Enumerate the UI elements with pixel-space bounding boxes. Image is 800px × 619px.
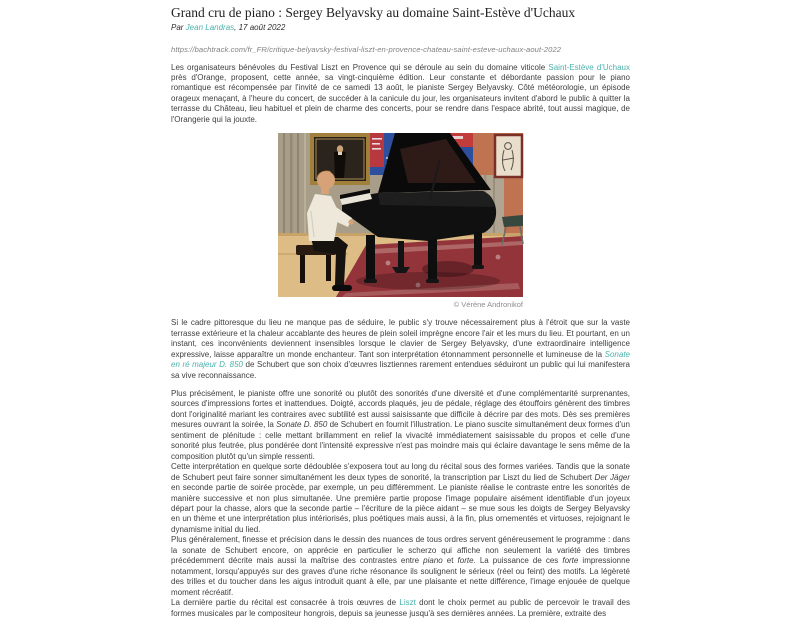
- text-run: et: [442, 556, 458, 566]
- text-run: La dernière partie du récital est consacrée à trois œuvres de: [171, 598, 400, 608]
- text-run: en seconde partie de soirée procède, par exemple, un peu différemment. Le pianiste réalise le contraste entre les sonorités de manière successive et non plus simultanée. Une première partie propose l'image populaire aisément identifiable d'un joyeux départ pour la chasse, alors que la seconde partie – l'écriture de la pièce aidant – se mue sous les doigts de Sergey Belyavsky en un thème et une interprétation plus intériorisés, plus poétiques mais aussi, à la fin, plus ornementés et virtuoses, rejoignant le dynamisme initial du lied.: [171, 483, 630, 534]
- paragraph-5: [171, 535, 630, 598]
- text-run: de Schubert en fournit l'illustration. Le piano suscite simultanément deux formes d'un sentiment de plénitude : celle mettant brillamment en relief la vivacité immédiatement saisissable du propos et celle d'une sonorité plus feutrée, plus pondérée dont l'intensité expressive n'est pas moindre mais qui éclaire davantage le sens même de la composition plutôt qu'un simple ressenti.: [171, 420, 630, 461]
- photo-credit: © Vérène Andronikof: [453, 300, 523, 310]
- text-run: Sonate D. 850: [276, 420, 328, 430]
- text-run: dont le choix permet au public de percevoir le travail des formes musicales par le compositeur hongrois, depuis sa jeunesse jusqu'à ses dernières années. La première, extraite des: [171, 598, 631, 618]
- text-run: Par: [171, 23, 186, 33]
- text-run: piano: [423, 556, 443, 566]
- text-run: impressionne notamment, lorsqu'appuyés sur des graves d'une riche résonance ils soulignent le sérieux (réel ou feint) des motifs. La légèreté des trilles et du toucher dans les aigus introduit quant à elle, par une plaisante et nette différence, l'image enjouée de quelque moment récréatif.: [171, 556, 630, 597]
- paragraph-4: [171, 462, 630, 535]
- text-run: Les organisateurs bénévoles du Festival Liszt en Provence qui se déroule au sein du domaine viticole: [171, 62, 549, 72]
- inline-link[interactable]: Jean Landras: [185, 23, 235, 33]
- text-run: Plus précisément, le pianiste offre une sonorité ou plutôt des sonorités d'une diversité et d'une complémentarité surprenantes, sources d'impressions fortes et inattendues. Doigté, accords plaqués, jeu de pédale, réglage des étouffoirs génèrent des timbres dont l'originalité mariant les contraires avec subtilité est aussi saisissante que difficile à décrire par des mots. Dès ses premières mesures ouvrant la soirée, la: [171, 389, 630, 430]
- text-run: Der Jäger: [594, 472, 631, 482]
- inline-link[interactable]: Saint-Estève d'Uchaux: [548, 62, 631, 72]
- article-photo-figure: [278, 133, 523, 309]
- text-run: Plus généralement, finesse et précision dans le dessin des nuances de tous ordres servent généreusement le programme : dans la sonate de Schubert encore, on apprécie en particulier le scherzo qui affiche non seulement la variété des timbres précédemment décrite mais aussi la maîtrise des contrastes entre: [171, 535, 630, 566]
- text-run: Si le cadre pittoresque du lieu ne manque pas de séduire, le public s'y trouve nécessairement plus à l'étroit que sur la vaste terrasse extérieure et la chaleur accablante des heures de plein soleil imprègne encore l'air et les murs du lieu. Et pourtant, en un instant, ces inconvénients deviennent insensibles lorsque le clavier de Sergey Belyavsky, d'une extraordinaire intelligence expressive, laisse apparaître un monde enchanteur. Tant son interprétation étonnamment personnelle et lumineuse de la: [171, 318, 630, 359]
- text-run: , 17 août 2022: [234, 23, 286, 33]
- text-run: Cette interprétation en quelque sorte dédoublée s'exposera tout au long du récital sous des formes variées. Tandis que la sonate de Schubert peut faire sonner simultanément les deux types de sonorité, la transcription par Liszt du lied de Schubert: [171, 462, 630, 482]
- paragraph-6: [171, 598, 630, 619]
- text-run: forte: [562, 556, 579, 566]
- byline: [171, 23, 630, 33]
- source-url: https://bachtrack.com/fr_FR/critique-belyavsky-festival-liszt-en-provence-chateau-saint-esteve-uchaux-aout-2022: [171, 44, 562, 54]
- paragraph-3: [171, 389, 630, 462]
- paragraph-2: [171, 318, 630, 381]
- text-run: près d'Orange, proposent, cette année, sa vingt-cinquième édition. Leur constante et débordante passion pour le piano romantique est récompensée par l'invité de ce samedi 13 août, le pianiste Sergey Belyavsky. Côté météorologie, un épisode orageux menaçant, à l'heure du concert, de succéder à la canicule du jour, les organisateurs invitent d'abord le public à quitter la terrasse du Château, lieu habituel et plein de charme des concerts, pour se rendre dans l'espace abrité, tout aussi magique, de l'Orangerie qui la jouxte.: [171, 73, 630, 124]
- concert-photo: [278, 133, 523, 297]
- curtain-left: [278, 133, 311, 239]
- article-content: [171, 5, 630, 619]
- text-run: de Schubert que son choix d'œuvres lisztiennes rarement entendues séduiront un public qui lui manifestera sa vive reconnaissance.: [171, 360, 631, 380]
- liszt-sketch-portrait: [495, 135, 522, 177]
- text-run: . La puissance de ces: [473, 556, 563, 566]
- article-title: Grand cru de piano : Sergey Belyavsky au domaine Saint-Estève d'Uchaux: [171, 5, 576, 20]
- inline-link[interactable]: Liszt: [399, 598, 416, 608]
- inline-link[interactable]: Sonate en ré majeur D. 850: [171, 349, 630, 370]
- paragraph-1: [171, 63, 630, 126]
- text-run: forte: [457, 556, 474, 566]
